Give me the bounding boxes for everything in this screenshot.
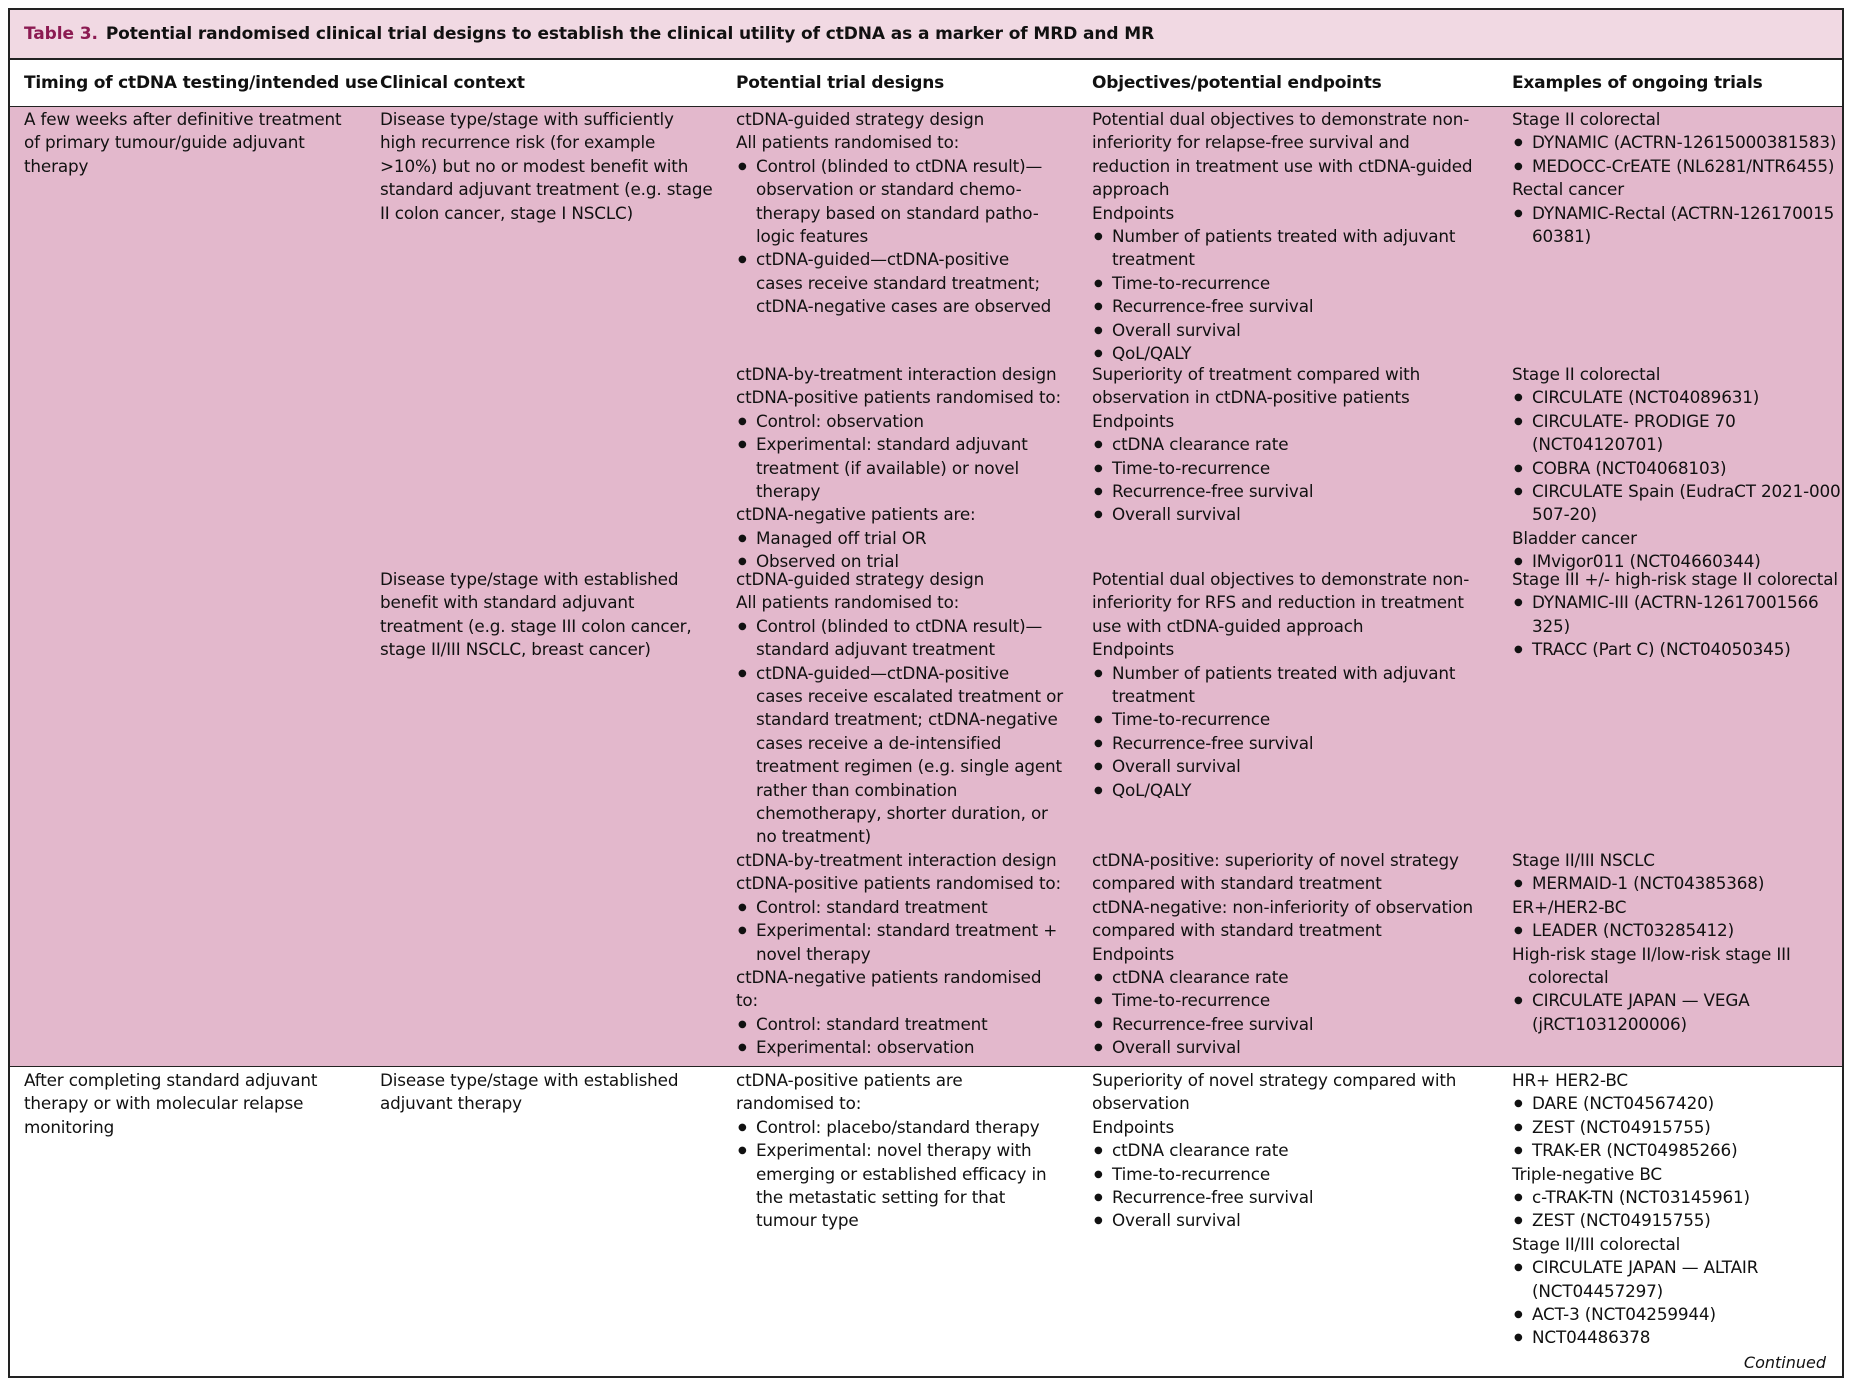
bullet-item: ● Time-to-recurrence: [1092, 457, 1420, 480]
bullet-item: ● Time-to-recurrence: [1092, 708, 1469, 731]
bullet-item: ● QoL/QALY: [1092, 342, 1472, 365]
cell-line: stage II/III NSCLC, breast cancer): [380, 639, 651, 660]
cell-line: ctDNA-positive patients randomised to:: [736, 387, 1062, 408]
bullet-item: ● Number of patients treated with adjuvant: [1092, 662, 1469, 685]
cell-line: inferiority for relapse-free survival and: [1092, 132, 1410, 153]
header-clinical-context: Clinical context: [380, 72, 525, 93]
cell-line: ctDNA-by-treatment interaction design: [736, 364, 1057, 384]
cell-line: use with ctDNA-guided approach: [1092, 615, 1364, 636]
cell-line: A few weeks after definitive treatment: [24, 109, 342, 129]
cell-line: standard treatment; ctDNA-negative: [756, 709, 1058, 730]
cell-line: of primary tumour/guide adjuvant: [24, 132, 305, 153]
cell-line: ER+/HER2-BC: [1512, 896, 1627, 917]
cell-line: All patients randomised to:: [736, 132, 960, 153]
cell-design: [736, 108, 1051, 319]
bullet-item: ● ZEST (NCT04915755): [1512, 1116, 1758, 1139]
bullet-item: ● Recurrence-free survival: [1092, 1186, 1456, 1209]
cell-line: ctDNA-by-treatment interaction design: [736, 850, 1057, 870]
cell-line: 507-20): [1532, 504, 1597, 525]
cell-line: novel therapy: [756, 943, 871, 964]
table-caption: [10, 10, 1842, 60]
bullet-item: ● MERMAID-1 (NCT04385368): [1512, 872, 1791, 895]
bullet-item: ● TRAK-ER (NCT04985266): [1512, 1139, 1758, 1162]
bullet-item: ● c-TRAK-TN (NCT03145961): [1512, 1186, 1758, 1209]
bullet-item: ● MEDOCC-CrEATE (NL6281/NTR6455): [1512, 155, 1836, 178]
bullet-item: ● Control (blinded to ctDNA result)—: [736, 155, 1051, 178]
cell-design: [736, 849, 1061, 1060]
cell-line: colorectal: [1528, 967, 1609, 988]
cell-line: Stage II/III NSCLC: [1512, 850, 1655, 870]
cell-line: All patients randomised to:: [736, 592, 960, 613]
cell-line: Superiority of treatment compared with: [1092, 364, 1421, 384]
cell-line: cases receive standard treatment;: [756, 272, 1040, 293]
bullet-item: ● Control: standard treatment: [736, 1013, 1061, 1036]
cell-line: >10%) but no or modest benefit with: [380, 155, 689, 176]
bullet-item: ● ctDNA clearance rate: [1092, 433, 1420, 456]
cell-line: emerging or established efficacy in: [756, 1163, 1047, 1184]
cell-line: Endpoints: [1092, 202, 1175, 223]
cell-line: observation or standard chemo-: [756, 179, 1022, 200]
cell-line: adjuvant therapy: [380, 1093, 522, 1114]
cell-line: Stage II colorectal: [1512, 109, 1661, 129]
bullet-item: ● DYNAMIC-Rectal (ACTRN-126170015: [1512, 202, 1836, 225]
cell-line: High-risk stage II/low-risk stage III: [1512, 943, 1791, 964]
cell-line: Potential dual objectives to demonstrate non-: [1092, 109, 1470, 129]
bullet-item: ● ctDNA clearance rate: [1092, 1139, 1456, 1162]
cell-line: 325): [1532, 615, 1570, 636]
cell-line: Disease type/stage with established: [380, 569, 679, 589]
bullet-item: ● DARE (NCT04567420): [1512, 1092, 1758, 1115]
bullet-item: ● Time-to-recurrence: [1092, 989, 1473, 1012]
cell-line: Triple-negative BC: [1512, 1163, 1663, 1184]
bullet-item: ● Managed off trial OR: [736, 527, 1061, 550]
cell-line: II colon cancer, stage I NSCLC): [380, 202, 633, 223]
cell-trials: [1512, 108, 1836, 248]
cell-line: randomised to:: [736, 1093, 862, 1114]
cell-line: therapy based on standard patho-: [756, 202, 1039, 223]
cell-line: ctDNA-positive: superiority of novel strategy: [1092, 850, 1459, 870]
cell-line: therapy: [24, 155, 89, 176]
cell-objectives: [1092, 849, 1473, 1060]
cell-line: (jRCT1031200006): [1532, 1013, 1687, 1034]
cell-line: Endpoints: [1092, 639, 1175, 660]
cell-design: [736, 363, 1061, 574]
bullet-item: ● Number of patients treated with adjuvant: [1092, 225, 1472, 248]
cell-line: Stage II/III colorectal: [1512, 1233, 1681, 1254]
cell-objectives: [1092, 568, 1469, 802]
cell-line: Stage III +/- high-risk stage II colorectal: [1512, 569, 1838, 589]
cell-line: treatment: [1112, 249, 1195, 270]
cell-timing: [24, 1069, 317, 1139]
cell-line: cases receive a de-intensified: [756, 732, 1002, 753]
table-frame: [8, 8, 1844, 1378]
header-ongoing-trials: Examples of ongoing trials: [1512, 72, 1763, 93]
bullet-item: ● ctDNA-guided—ctDNA-positive: [736, 248, 1051, 271]
bullet-item: ● CIRCULATE JAPAN — ALTAIR: [1512, 1256, 1758, 1279]
cell-line: high recurrence risk (for example: [380, 132, 656, 153]
bullet-item: ● Experimental: standard adjuvant: [736, 433, 1061, 456]
cell-trials: [1512, 568, 1838, 662]
cell-line: the metastatic setting for that: [756, 1187, 1006, 1208]
cell-line: treatment (e.g. stage III colon cancer,: [380, 615, 692, 636]
bullet-item: ● Observed on trial: [736, 550, 1061, 573]
cell-line: logic features: [756, 226, 869, 247]
header-objectives: Objectives/potential endpoints: [1092, 72, 1382, 93]
cell-objectives: [1092, 363, 1420, 527]
cell-line: Bladder cancer: [1512, 527, 1637, 548]
cell-line: observation in ctDNA-positive patients: [1092, 387, 1410, 408]
bullet-item: ● Time-to-recurrence: [1092, 272, 1472, 295]
bullet-item: ● LEADER (NCT03285412): [1512, 919, 1791, 942]
header-trial-designs: Potential trial designs: [736, 72, 945, 93]
bullet-item: ● Control (blinded to ctDNA result)—: [736, 615, 1063, 638]
cell-line: ctDNA-negative patients randomised: [736, 967, 1042, 988]
cell-line: ctDNA-negative cases are observed: [756, 296, 1052, 317]
cell-line: benefit with standard adjuvant: [380, 592, 635, 613]
bullet-item: ● ctDNA-guided—ctDNA-positive: [736, 662, 1063, 685]
bullet-item: ● Recurrence-free survival: [1092, 732, 1469, 755]
cell-line: standard adjuvant treatment: [756, 639, 995, 660]
cell-line: Endpoints: [1092, 943, 1175, 964]
bullet-item: ● Recurrence-free survival: [1092, 1013, 1473, 1036]
cell-objectives: [1092, 108, 1472, 365]
cell-line: standard adjuvant treatment (e.g. stage: [380, 179, 713, 200]
cell-context: [380, 1069, 678, 1116]
bullet-item: ● COBRA (NCT04068103): [1512, 457, 1841, 480]
cell-line: 60381): [1532, 226, 1592, 247]
bullet-item: ● CIRCULATE Spain (EudraCT 2021-000: [1512, 480, 1841, 503]
cell-line: chemotherapy, shorter duration, or: [756, 803, 1048, 824]
table-label: Table 3.: [24, 24, 98, 44]
bullet-item: ● Recurrence-free survival: [1092, 295, 1472, 318]
bullet-item: ● Overall survival: [1092, 1209, 1456, 1232]
cell-line: rather than combination: [756, 779, 958, 800]
cell-line: ctDNA-guided strategy design: [736, 109, 985, 129]
cell-line: HR+ HER2-BC: [1512, 1070, 1628, 1090]
cell-line: Rectal cancer: [1512, 179, 1624, 200]
cell-line: inferiority for RFS and reduction in treatment: [1092, 592, 1464, 613]
cell-line: compared with standard treatment: [1092, 873, 1382, 894]
cell-line: observation: [1092, 1093, 1190, 1114]
cell-context: [380, 568, 692, 662]
bullet-item: ● TRACC (Part C) (NCT04050345): [1512, 638, 1838, 661]
cell-line: ctDNA-positive patients are: [736, 1070, 963, 1090]
header-timing: Timing of ctDNA testing/intended use: [24, 72, 379, 93]
cell-line: Potential dual objectives to demonstrate non-: [1092, 569, 1470, 589]
cell-line: ctDNA-negative: non-inferiority of observation: [1092, 896, 1474, 917]
bullet-item: ● ACT-3 (NCT04259944): [1512, 1303, 1758, 1326]
cell-line: cases receive escalated treatment or: [756, 686, 1064, 707]
bullet-item: ● Time-to-recurrence: [1092, 1163, 1456, 1186]
bullet-item: ● Overall survival: [1092, 319, 1472, 342]
bullet-item: ● DYNAMIC (ACTRN-12615000381583): [1512, 131, 1836, 154]
bullet-item: ● Control: observation: [736, 410, 1061, 433]
continued-note: Continued: [1743, 1353, 1826, 1372]
bullet-item: ● IMvigor011 (NCT04660344): [1512, 550, 1841, 573]
cell-line: (NCT04120701): [1532, 434, 1664, 455]
cell-line: reduction in treatment use with ctDNA-guided: [1092, 155, 1473, 176]
bullet-item: ● CIRCULATE JAPAN — VEGA: [1512, 989, 1791, 1012]
table-title: Potential randomised clinical trial designs to establish the clinical utility of ctDNA as a marker of MRD and MR: [105, 24, 1155, 44]
bullet-item: ● Experimental: observation: [736, 1036, 1061, 1059]
cell-line: approach: [1092, 179, 1170, 200]
cell-design: [736, 568, 1063, 849]
cell-line: (NCT04457297): [1532, 1280, 1664, 1301]
cell-line: Superiority of novel strategy compared with: [1092, 1070, 1457, 1090]
cell-line: therapy or with molecular relapse: [24, 1093, 304, 1114]
bullet-item: ● NCT04486378: [1512, 1326, 1758, 1349]
cell-line: Disease type/stage with sufficiently: [380, 109, 674, 129]
cell-context: [380, 108, 713, 225]
cell-line: treatment (if available) or novel: [756, 457, 1019, 478]
cell-line: After completing standard adjuvant: [24, 1070, 318, 1090]
bullet-item: ● Recurrence-free survival: [1092, 480, 1420, 503]
cell-objectives: [1092, 1069, 1456, 1233]
bullet-item: ● DYNAMIC-III (ACTRN-12617001566: [1512, 591, 1838, 614]
cell-line: Endpoints: [1092, 410, 1175, 431]
cell-trials: [1512, 1069, 1758, 1350]
cell-line: Disease type/stage with established: [380, 1070, 679, 1090]
bullet-item: ● ZEST (NCT04915755): [1512, 1209, 1758, 1232]
cell-line: no treatment): [756, 826, 872, 847]
cell-line: Endpoints: [1092, 1116, 1175, 1137]
cell-trials: [1512, 363, 1841, 574]
cell-line: ctDNA-positive patients randomised to:: [736, 873, 1062, 894]
cell-line: ctDNA-guided strategy design: [736, 569, 985, 589]
bullet-item: ● QoL/QALY: [1092, 779, 1469, 802]
bullet-item: ● Control: placebo/standard therapy: [736, 1116, 1047, 1139]
bullet-item: ● Overall survival: [1092, 1036, 1473, 1059]
table-header-row: [10, 60, 1842, 107]
cell-line: to:: [736, 990, 759, 1011]
bullet-item: ● Overall survival: [1092, 755, 1469, 778]
cell-line: compared with standard treatment: [1092, 920, 1382, 941]
bullet-item: ● ctDNA clearance rate: [1092, 966, 1473, 989]
cell-line: tumour type: [756, 1210, 859, 1231]
row-separator: [10, 1066, 1842, 1067]
cell-line: Stage II colorectal: [1512, 364, 1661, 384]
bullet-item: ● Overall survival: [1092, 503, 1420, 526]
bullet-item: ● CIRCULATE- PRODIGE 70: [1512, 410, 1841, 433]
bullet-item: ● Control: standard treatment: [736, 896, 1061, 919]
cell-line: therapy: [756, 481, 821, 502]
bullet-item: ● Experimental: standard treatment +: [736, 919, 1061, 942]
cell-line: treatment regimen (e.g. single agent: [756, 756, 1062, 777]
cell-line: treatment: [1112, 686, 1195, 707]
cell-line: monitoring: [24, 1116, 115, 1137]
cell-design: [736, 1069, 1047, 1233]
cell-timing: [24, 108, 341, 178]
cell-line: ctDNA-negative patients are:: [736, 504, 976, 525]
bullet-item: ● CIRCULATE (NCT04089631): [1512, 386, 1841, 409]
bullet-item: ● Experimental: novel therapy with: [736, 1139, 1047, 1162]
cell-trials: [1512, 849, 1791, 1036]
